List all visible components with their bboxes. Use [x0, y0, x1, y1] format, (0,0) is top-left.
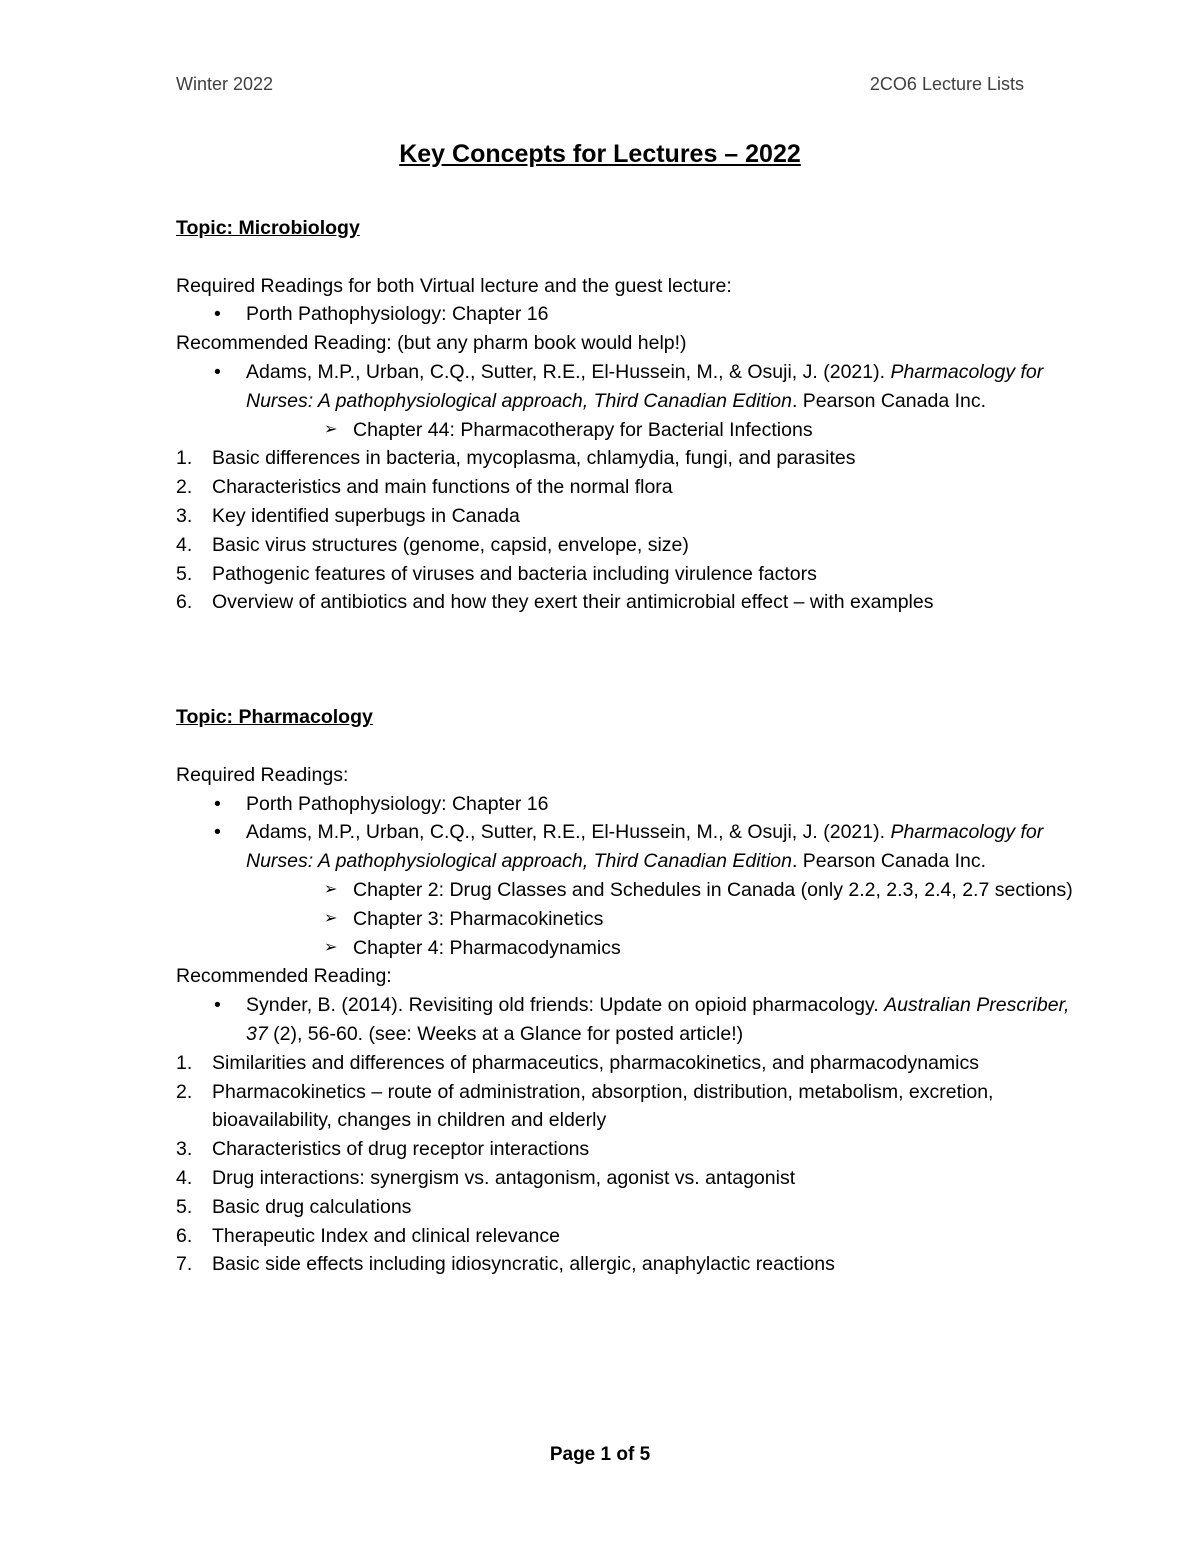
arrow-icon: ➢	[324, 909, 338, 927]
concept-item: 7. Basic side effects including idiosyncratic, allergic, anaphylactic reactions	[176, 1253, 835, 1276]
concept-item: 3. Key identified superbugs in Canada	[176, 504, 520, 527]
page-number: Page 1 of 5	[549, 1444, 651, 1465]
topic-heading-microbiology: Topic: Microbiology	[176, 217, 360, 239]
page-title: Key Concepts for Lectures – 2022	[399, 140, 801, 168]
bullet-icon: •	[214, 360, 221, 383]
concept-item: 6. Overview of antibiotics and how they exert their antimicrobial effect – with examples	[176, 591, 934, 614]
concept-item: 6. Therapeutic Index and clinical relevance	[176, 1224, 560, 1247]
list-item: • Porth Pathophysiology: Chapter 16	[176, 790, 1096, 819]
bullet-icon: •	[214, 821, 221, 844]
chapter-item: ➢ Chapter 44: Pharmacotherapy for Bacterial Infections	[176, 416, 1096, 445]
concept-item: 5. Basic drug calculations	[176, 1195, 412, 1218]
concept-item: 4. Basic virus structures (genome, capsid, envelope, size)	[176, 533, 689, 556]
concept-item: 2. Pharmacokinetics – route of administration, absorption, distribution, metabolism, excretion, bioavailability, changes in children and elderly	[176, 1080, 994, 1132]
citation-journal: Australian Prescriber, 37	[246, 994, 1070, 1045]
citation-title: Pharmacology for Nurses: A pathophysiological approach, Third Canadian Edition	[246, 821, 1044, 873]
chapter-item: ➢ Chapter 3: Pharmacokinetics	[176, 905, 1096, 934]
concept-item: 3. Characteristics of drug receptor interactions	[176, 1138, 590, 1161]
concept-item: 2. Characteristics and main functions of the normal flora	[176, 476, 673, 499]
chapter-item: ➢ Chapter 2: Drug Classes and Schedules in Canada (only 2.2, 2.3, 2.4, 2.7 sections)	[176, 876, 1096, 905]
topic-heading-pharmacology: Topic: Pharmacology	[176, 706, 373, 729]
required-readings-heading: Required Readings:	[176, 763, 349, 786]
required-readings-heading: Required Readings for both Virtual lecture and the guest lecture:	[176, 274, 732, 297]
page-header	[176, 74, 1024, 98]
recommended-reading-heading: Recommended Reading:	[176, 965, 392, 988]
list-item-citation: • Adams, M.P., Urban, C.Q., Sutter, R.E., El-Hussein, M., & Osuji, J. (2021). Pharmacology for Nurses: A pathophysiological approach, Third Canadian Edition. Pearson Canada Inc.	[176, 818, 1096, 876]
header-term: Winter 2022	[176, 74, 274, 94]
list-item-citation: • Synder, B. (2014). Revisiting old friends: Update on opioid pharmacology. Australian Prescriber, 37 (2), 56-60. (see: Weeks at a Glance for posted article!)	[176, 991, 1096, 1049]
header-course: 2CO6 Lecture Lists	[869, 74, 1024, 94]
chapter-item: ➢ Chapter 4: Pharmacodynamics	[176, 934, 1096, 963]
concept-item: 1. Basic differences in bacteria, mycoplasma, chlamydia, fungi, and parasites	[176, 447, 856, 470]
concept-item: 1. Similarities and differences of pharmaceutics, pharmacokinetics, and pharmacodynamics	[176, 1051, 980, 1074]
arrow-icon: ➢	[324, 420, 338, 438]
arrow-icon: ➢	[324, 938, 338, 956]
citation-title: Pharmacology for Nurses: A pathophysiological approach, Third Canadian Edition	[246, 360, 1044, 412]
arrow-icon: ➢	[324, 880, 338, 898]
list-item: • Porth Pathophysiology: Chapter 16	[176, 300, 1096, 329]
bullet-icon: •	[214, 303, 221, 326]
bullet-icon: •	[214, 994, 221, 1017]
list-item-citation: • Adams, M.P., Urban, C.Q., Sutter, R.E., El-Hussein, M., & Osuji, J. (2021). Pharmacology for Nurses: A pathophysiological approach, Third Canadian Edition. Pearson Canada Inc.	[176, 358, 1096, 416]
recommended-reading-heading: Recommended Reading: (but any pharm book would help!)	[176, 332, 687, 355]
document-body	[176, 214, 1096, 1279]
concept-item: 4. Drug interactions: synergism vs. antagonism, agonist vs. antagonist	[176, 1166, 796, 1189]
concept-item: 5. Pathogenic features of viruses and bacteria including virulence factors	[176, 562, 817, 585]
bullet-icon: •	[214, 792, 221, 815]
